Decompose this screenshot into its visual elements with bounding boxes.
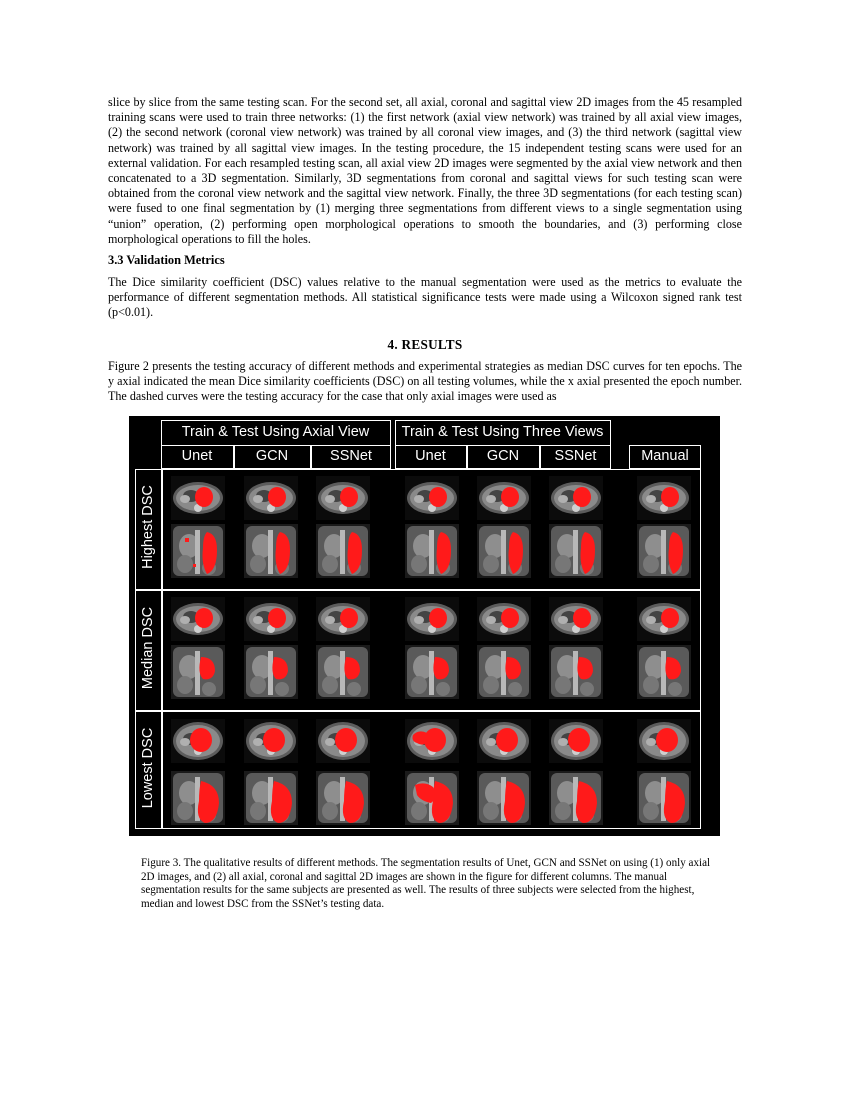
axial-slice-median-gcn-three: [477, 597, 531, 641]
coronal-slice-median-unet-axial: [171, 645, 225, 699]
coronal-slice-median-ssnet-three: [549, 645, 603, 699]
coronal-slice-median-unet-three: [405, 645, 459, 699]
coronal-slice-lowest-ssnet-axial: [316, 771, 370, 825]
body-paragraph-validation: The Dice similarity coefficient (DSC) values relative to the manual segmentation were used as the metrics to evaluate the performance of different segmentation methods. All statistical significance tests were made using a Wilcoxon signed rank test (p<0.01).: [108, 275, 742, 320]
group-header-axial: [161, 420, 391, 446]
column-label-manual: Manual: [641, 448, 689, 464]
column-label-ssnet-axial: SSNet: [330, 448, 372, 464]
axial-slice-lowest-gcn-axial: [244, 719, 298, 763]
body-paragraph-results: Figure 2 presents the testing accuracy of different methods and experimental strategies as median DSC curves for ten epochs. The y axial indicated the mean Dice similarity coefficients (DSC) on all testing volumes, while the x axial presented the epoch number. The dashed curves were the testing accuracy for the case that only axial images were used as: [108, 359, 742, 404]
axial-slice-lowest-ssnet-axial: [316, 719, 370, 763]
section-heading-results: 4. RESULTS: [387, 337, 463, 352]
row-label-median: Median DSC: [140, 606, 156, 690]
axial-slice-highest-unet-three: [405, 476, 459, 520]
coronal-slice-highest-unet-three: [405, 524, 459, 578]
coronal-slice-highest-gcn-axial: [244, 524, 298, 578]
axial-slice-median-unet-axial: [171, 597, 225, 641]
axial-slice-lowest-manual: [637, 719, 691, 763]
coronal-slice-lowest-ssnet-three: [549, 771, 603, 825]
axial-slice-highest-unet-axial: [171, 476, 225, 520]
axial-slice-median-manual: [637, 597, 691, 641]
coronal-slice-lowest-unet-three: [405, 771, 459, 825]
group-header-three: [395, 420, 611, 446]
figure-caption: Figure 3. The qualitative results of different methods. The segmentation results of Unet, GCN and SSNet on using (1) only axial 2D images, and (2) all axial, coronal and sagittal 2D images are shown in the figure for different columns. The manual segmentation results for the same subjects are presented as well. The results of three subjects were selected from the highest, median and lowest DSC from the SSNet’s testing data.: [141, 857, 711, 910]
axial-slice-highest-gcn-axial: [244, 476, 298, 520]
axial-slice-median-unet-three: [405, 597, 459, 641]
axial-slice-lowest-gcn-three: [477, 719, 531, 763]
coronal-slice-median-manual: [637, 645, 691, 699]
axial-slice-median-ssnet-axial: [316, 597, 370, 641]
coronal-slice-lowest-gcn-three: [477, 771, 531, 825]
row-label-highest: Highest DSC: [140, 485, 156, 569]
coronal-slice-lowest-manual: [637, 771, 691, 825]
axial-slice-highest-ssnet-three: [549, 476, 603, 520]
coronal-slice-highest-gcn-three: [477, 524, 531, 578]
column-label-gcn-three: GCN: [486, 448, 520, 464]
coronal-slice-highest-ssnet-three: [549, 524, 603, 578]
coronal-slice-lowest-gcn-axial: [244, 771, 298, 825]
axial-slice-lowest-unet-three: [405, 719, 459, 763]
axial-slice-highest-gcn-three: [477, 476, 531, 520]
column-label-unet-three: Unet: [415, 448, 446, 464]
coronal-slice-median-gcn-three: [477, 645, 531, 699]
group-label-axial: Train & Test Using Axial View: [181, 424, 370, 440]
column-label-gcn-axial: GCN: [255, 448, 289, 464]
column-label-unet-axial: Unet: [181, 448, 213, 464]
section-heading-validation: 3.3 Validation Metrics: [108, 253, 225, 267]
axial-slice-highest-manual: [637, 476, 691, 520]
coronal-slice-lowest-unet-axial: [171, 771, 225, 825]
axial-slice-median-gcn-axial: [244, 597, 298, 641]
row-label-lowest: Lowest DSC: [140, 727, 156, 809]
coronal-slice-highest-unet-axial: [171, 524, 225, 578]
column-label-ssnet-three: SSNet: [554, 448, 597, 464]
axial-slice-lowest-unet-axial: [171, 719, 225, 763]
group-label-three: Train & Test Using Three Views: [401, 424, 604, 440]
figure-3: [129, 416, 720, 836]
axial-slice-median-ssnet-three: [549, 597, 603, 641]
coronal-slice-median-gcn-axial: [244, 645, 298, 699]
coronal-slice-highest-manual: [637, 524, 691, 578]
coronal-slice-highest-ssnet-axial: [316, 524, 370, 578]
coronal-slice-median-ssnet-axial: [316, 645, 370, 699]
body-paragraph-method: slice by slice from the same testing scan. For the second set, all axial, coronal and sagittal view 2D images from the 45 resampled training scans were used to train three networks: (1) the first network (axial view network) was trained by all axial view images, (2) the second network (coronal view network) was trained by all coronal view images, and (3) the third network (sagittal view network) was trained by all sagittal view images. In the testing procedure, the 15 independent testing scans were used for an external validation. For each resampled testing scan, all axial view 2D images were segmented by the axial view network and then concatenated to a 3D segmentation. Similarly, 3D segmentations from coronal and sagittal views for such testing scan were obtained from the coronal view network and the sagittal view network. Finally, the three 3D segmentations (for each testing scan) were fused to one final segmentation by (1) merging three segmentations from different views to a single segmentation using “union” operation, (2) performing open morphological operations to smooth the boundaries, and (3) performing close morphological operations to fill the holes.: [108, 95, 742, 246]
axial-slice-lowest-ssnet-three: [549, 719, 603, 763]
axial-slice-highest-ssnet-axial: [316, 476, 370, 520]
